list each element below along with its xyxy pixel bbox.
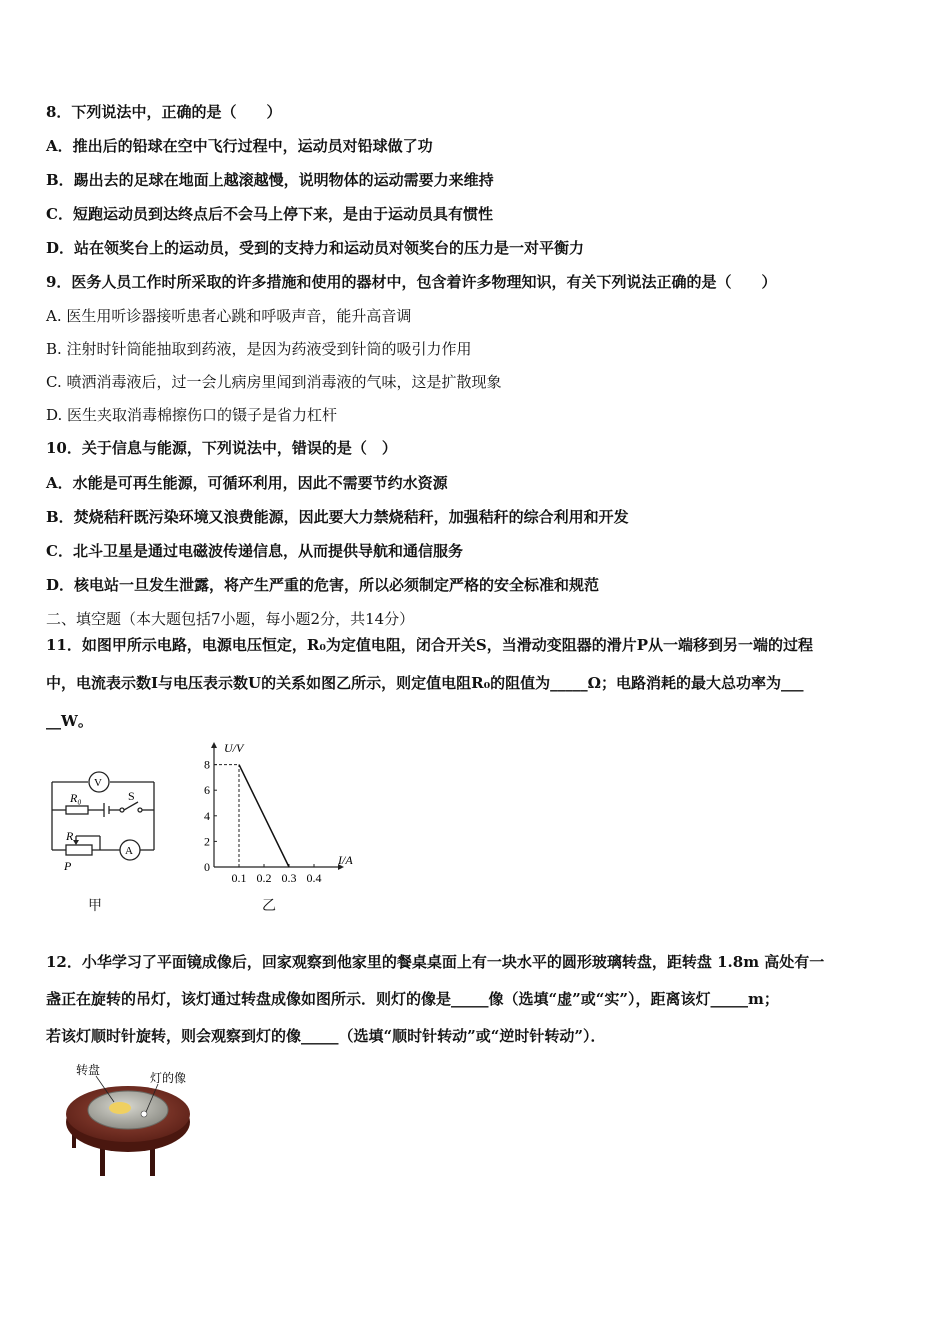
q12-line-3: 若该灯顺时针旋转，则会观察到灯的像_____（选填“顺时针转动”或“逆时针转动”）．	[46, 1027, 606, 1045]
ammeter-label: A	[125, 845, 133, 857]
q8-option-d: D．站在领奖台上的运动员，受到的支持力和运动员对领奖台的压力是一对平衡力	[46, 239, 585, 257]
r0-label: R₀	[70, 791, 82, 805]
section-heading: 二、填空题（本大题包括7小题，每小题2分，共14分）	[46, 610, 415, 628]
q8-option-a: A．推出后的铅球在空中飞行过程中，运动员对铅球做了功	[46, 137, 433, 155]
y-tick-label: 0	[204, 860, 210, 874]
q9-option-d: D. 医生夹取消毒棉擦伤口的镊子是省力杠杆	[46, 406, 338, 424]
voltmeter-label: V	[94, 777, 102, 789]
y-axis-arrow	[211, 742, 217, 748]
q8-stem: 8．下列说法中，正确的是（ ）	[46, 103, 282, 121]
y-tick-label: 8	[204, 757, 210, 772]
ui-graph	[198, 740, 368, 894]
data-line	[239, 765, 289, 867]
y-axis-label: U/V	[224, 741, 244, 755]
q10-option-c: C．北斗卫星是通过电磁波传递信息，从而提供导航和通信服务	[46, 542, 463, 560]
x-axis-label: I/A	[338, 853, 353, 867]
x-tick-label: 0.2	[256, 871, 272, 885]
q11-line-1: 11．如图甲所示电路，电源电压恒定，R₀为定值电阻，闭合开关S，当滑动变阻器的滑片P从一端移到另一端的过程	[46, 636, 814, 654]
lamp-image-label: 灯的像	[150, 1071, 187, 1085]
circuit-diagram	[44, 766, 164, 880]
x-tick-label: 0.3	[281, 871, 297, 885]
q12-line-2: 盏正在旋转的吊灯，该灯通过转盘成像如图所示．则灯的像是_____像（选填“虚”或“实”），距离该灯_____m；	[46, 990, 779, 1008]
q10-stem: 10．关于信息与能源，下列说法中，错误的是（ ）	[46, 439, 397, 457]
y-tick-label: 2	[204, 834, 210, 849]
y-tick-label: 6	[204, 783, 210, 798]
q11-line-3: __W。	[46, 712, 93, 730]
y-tick-label: 4	[204, 808, 210, 823]
resistor-label: R	[66, 829, 74, 843]
q9-stem: 9．医务人员工作时所采取的许多措施和使用的器材中，包含着许多物理知识，有关下列说法正确的是（ ）	[46, 273, 777, 291]
table-leg	[150, 1146, 155, 1176]
q10-option-a: A．水能是可再生能源，可循环利用，因此不需要节约水资源	[46, 474, 448, 492]
x-tick-label: 0.1	[231, 871, 247, 885]
turntable-figure	[58, 1062, 198, 1186]
slider-label: P	[64, 859, 72, 873]
q9-option-a: A. 医生用听诊器接听患者心跳和呼吸声音，能升高音调	[46, 307, 412, 325]
switch-label: S	[128, 789, 135, 803]
x-tick-label: 0.4	[306, 871, 322, 885]
q9-option-b: B. 注射时针筒能抽取到药液，是因为药液受到针筒的吸引力作用	[46, 340, 472, 358]
q8-option-c: C．短跑运动员到达终点后不会马上停下来，是由于运动员具有惯性	[46, 205, 493, 223]
q10-option-d: D．核电站一旦发生泄露，将产生严重的危害，所以必须制定严格的安全标准和规范	[46, 576, 600, 594]
circuit-caption: 甲	[88, 898, 102, 914]
q9-option-c: C. 喷洒消毒液后，过一会儿病房里闻到消毒液的气味，这是扩散现象	[46, 373, 502, 391]
graph-caption: 乙	[262, 898, 276, 914]
lamp-image	[109, 1102, 131, 1114]
turntable-label: 转盘	[76, 1063, 101, 1077]
q10-option-b: B．焚烧秸秆既污染环境又浪费能源，因此要大力禁烧秸秆，加强秸秆的综合利用和开发	[46, 508, 629, 526]
q11-line-2: 中，电流表示数I与电压表示数U的关系如图乙所示，则定值电阻R₀的阻值为_____Ω；电路消耗的最大总功率为___	[46, 674, 804, 692]
q8-option-b: B．踢出去的足球在地面上越滚越慢，说明物体的运动需要力来维持	[46, 171, 494, 189]
q12-line-1: 12．小华学习了平面镜成像后，回家观察到他家里的餐桌桌面上有一块水平的圆形玻璃转盘，距转盘 1.8m 高处有一	[46, 953, 825, 971]
